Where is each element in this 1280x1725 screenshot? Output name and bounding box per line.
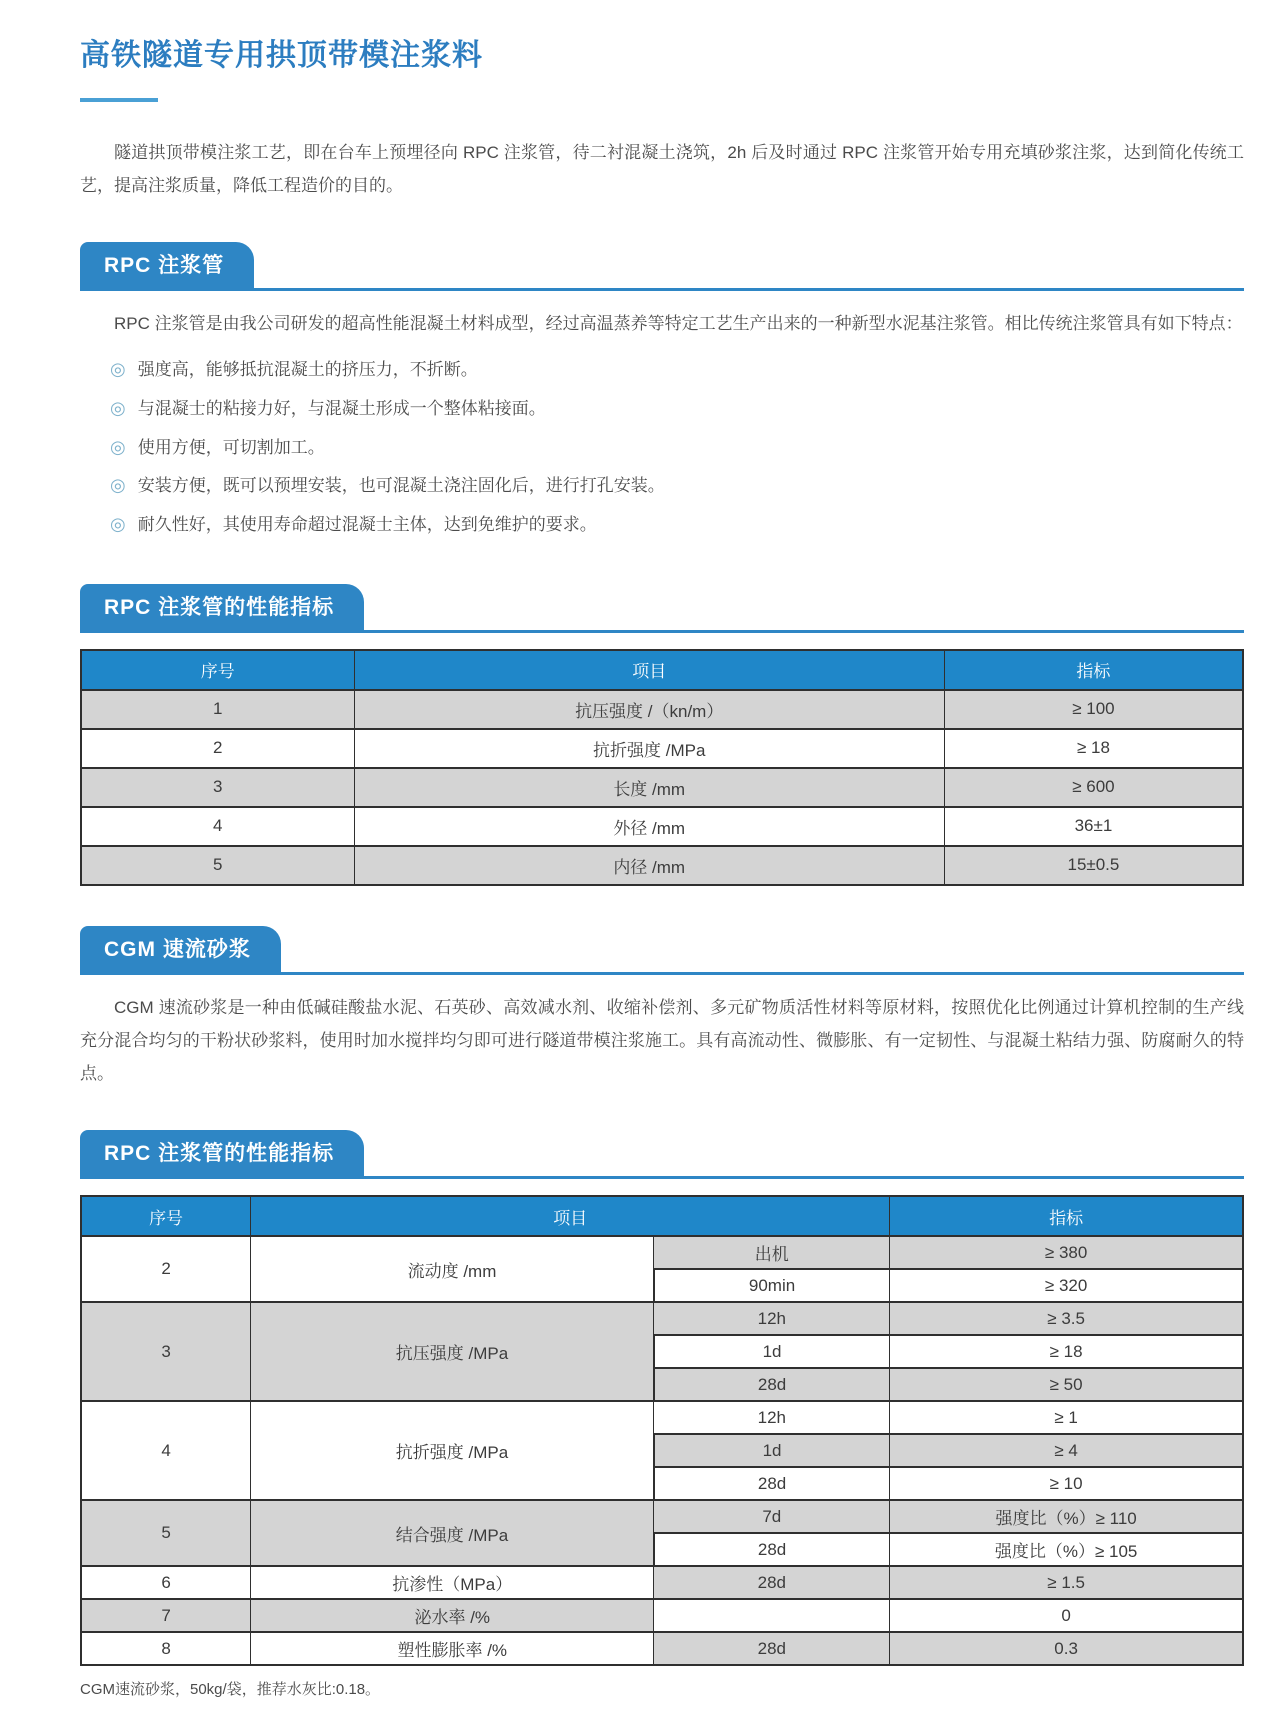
cell-sub: 12h: [654, 1302, 890, 1335]
cell-item: 抗压强度 /（kn/m）: [354, 690, 944, 729]
table-header-row: [81, 650, 1243, 690]
bullet-icon: ◎: [110, 475, 126, 496]
cell-value: ≥ 4: [890, 1434, 1243, 1467]
cell-value: 强度比（%）≥ 105: [890, 1533, 1243, 1566]
column-header-value: 指标: [890, 1196, 1243, 1236]
cell-sub: 出机: [654, 1236, 890, 1269]
cell-value: ≥ 380: [890, 1236, 1243, 1269]
cell-no: 4: [81, 807, 354, 846]
cell-value: ≥ 3.5: [890, 1302, 1243, 1335]
cell-no: 2: [81, 1236, 251, 1302]
cell-value: ≥ 100: [944, 690, 1243, 729]
cell-sub: 12h: [654, 1401, 890, 1434]
cell-value: ≥ 18: [890, 1335, 1243, 1368]
table-row: [81, 1401, 1243, 1434]
cell-value: ≥ 18: [944, 729, 1243, 768]
footnote: CGM速流砂浆，50kg/袋，推荐水灰比:0.18。: [80, 1681, 381, 1699]
section-heading-cgm-table: RPC 注浆管的性能指标: [80, 1130, 364, 1176]
cell-no: 2: [81, 729, 354, 768]
cell-item: 外径 /mm: [354, 807, 944, 846]
feature-item: [110, 505, 1244, 544]
cell-value: ≥ 50: [890, 1368, 1243, 1401]
cell-value: 36±1: [944, 807, 1243, 846]
cell-item: 结合强度 /MPa: [251, 1500, 654, 1566]
cell-sub: 28d: [654, 1566, 890, 1599]
table-row: [81, 846, 1243, 885]
feature-text: 强度高，能够抵抗混凝土的挤压力，不折断。: [137, 360, 478, 380]
feature-text: 安装方便，既可以预埋安装，也可混凝土浇注固化后，进行打孔安装。: [137, 476, 665, 496]
cell-value: ≥ 600: [944, 768, 1243, 807]
bullet-icon: ◎: [110, 514, 126, 535]
table-row: [81, 1566, 1243, 1599]
cell-item: 抗折强度 /MPa: [251, 1401, 654, 1500]
feature-item: [110, 350, 1244, 389]
rpc-pipe-description: RPC 注浆管是由我公司研发的超高性能混凝土材料成型，经过高温蒸养等特定工艺生产出来的一种新型水泥基注浆管。相比传统注浆管具有如下特点：: [114, 314, 1243, 334]
bullet-icon: ◎: [110, 436, 126, 457]
table-row: [81, 807, 1243, 846]
cell-item: 流动度 /mm: [251, 1236, 654, 1302]
cell-sub: 28d: [654, 1632, 890, 1665]
table-row: [81, 1236, 1243, 1269]
cell-value: 强度比（%）≥ 110: [890, 1500, 1243, 1533]
feature-list: [80, 350, 1244, 543]
column-header-item: 项目: [251, 1196, 890, 1236]
cell-value: 0.3: [890, 1632, 1243, 1665]
cell-no: 5: [81, 846, 354, 885]
cell-value: ≥ 1.5: [890, 1566, 1243, 1599]
cell-value: ≥ 1: [890, 1401, 1243, 1434]
cell-item: 泌水率 /%: [251, 1599, 654, 1632]
feature-text: 与混凝士的粘接力好，与混凝土形成一个整体粘接面。: [137, 399, 546, 419]
table-row: [81, 1599, 1243, 1632]
table-row: [81, 1632, 1243, 1665]
cell-no: 6: [81, 1566, 251, 1599]
cell-value: ≥ 10: [890, 1467, 1243, 1500]
cell-no: 4: [81, 1401, 251, 1500]
bullet-icon: ◎: [110, 398, 126, 419]
cell-sub: 28d: [654, 1533, 890, 1566]
table-row: [81, 1500, 1243, 1533]
cell-sub: 1d: [654, 1335, 890, 1368]
table-row: [81, 1302, 1243, 1335]
cell-sub: 90min: [654, 1269, 890, 1302]
feature-item: [110, 466, 1244, 505]
cell-item: 内径 /mm: [354, 846, 944, 885]
cgm-description: CGM 速流砂浆是一种由低碱硅酸盐水泥、石英砂、高效减水剂、收缩补偿剂、多元矿物质活性材料等原材料，按照优化比例通过计算机控制的生产线充分混合均匀的干粉状砂浆料，使用时加水搅拌均匀即可进行隧道带模注浆施工。具有高流动性、微膨胀、有一定韧性、与混凝土粘结力强、防腐耐久的特点。: [80, 997, 1244, 1084]
feature-item: [110, 428, 1244, 467]
bullet-icon: ◎: [110, 359, 126, 380]
section-banner-rpc-pipe: [80, 242, 1244, 291]
table-row: [81, 768, 1243, 807]
cell-sub: 28d: [654, 1467, 890, 1500]
section-banner-rpc-table: [80, 584, 1244, 633]
table-row: [81, 690, 1243, 729]
feature-text: 耐久性好，其使用寿命超过混凝士主体，达到免维护的要求。: [137, 515, 597, 535]
cell-no: 8: [81, 1632, 251, 1665]
section-heading-rpc-pipe: RPC 注浆管: [80, 242, 254, 288]
cell-sub: 28d: [654, 1368, 890, 1401]
section-heading-cgm: CGM 速流砂浆: [80, 926, 281, 972]
section-heading-rpc-table: RPC 注浆管的性能指标: [80, 584, 364, 630]
cell-sub: 7d: [654, 1500, 890, 1533]
cell-value: 0: [890, 1599, 1243, 1632]
table-header-row: [81, 1196, 1243, 1236]
cell-no: 1: [81, 690, 354, 729]
column-header-value: 指标: [944, 650, 1243, 690]
page-title: 高铁隧道专用拱顶带模注浆料: [80, 39, 483, 72]
cell-no: 5: [81, 1500, 251, 1566]
column-header-no: 序号: [81, 1196, 251, 1236]
feature-item: [110, 389, 1244, 428]
cell-value: 15±0.5: [944, 846, 1243, 885]
section-banner-cgm: [80, 926, 1244, 975]
cell-value: ≥ 320: [890, 1269, 1243, 1302]
column-header-no: 序号: [81, 650, 354, 690]
rpc-performance-table: [80, 649, 1244, 886]
intro-paragraph: 隧道拱顶带模注浆工艺，即在台车上预埋径向 RPC 注浆管，待二衬混凝土浇筑，2h 后及时通过 RPC 注浆管开始专用充填砂浆注浆，达到简化传统工艺，提高注浆质量，降低工程造价的目的。: [80, 143, 1244, 196]
feature-text: 使用方便，可切割加工。: [137, 437, 325, 457]
cell-no: 3: [81, 1302, 251, 1401]
cell-item: 塑性膨胀率 /%: [251, 1632, 654, 1665]
cell-sub: [654, 1599, 890, 1632]
cgm-performance-table: [80, 1195, 1244, 1666]
cell-item: 抗渗性（MPa）: [251, 1566, 654, 1599]
column-header-item: 项目: [354, 650, 944, 690]
cell-item: 长度 /mm: [354, 768, 944, 807]
title-underline: [80, 98, 158, 102]
cell-item: 抗折强度 /MPa: [354, 729, 944, 768]
cell-no: 3: [81, 768, 354, 807]
table-row: [81, 729, 1243, 768]
cell-no: 7: [81, 1599, 251, 1632]
cell-item: 抗压强度 /MPa: [251, 1302, 654, 1401]
cell-sub: 1d: [654, 1434, 890, 1467]
section-banner-cgm-table: [80, 1130, 1244, 1179]
